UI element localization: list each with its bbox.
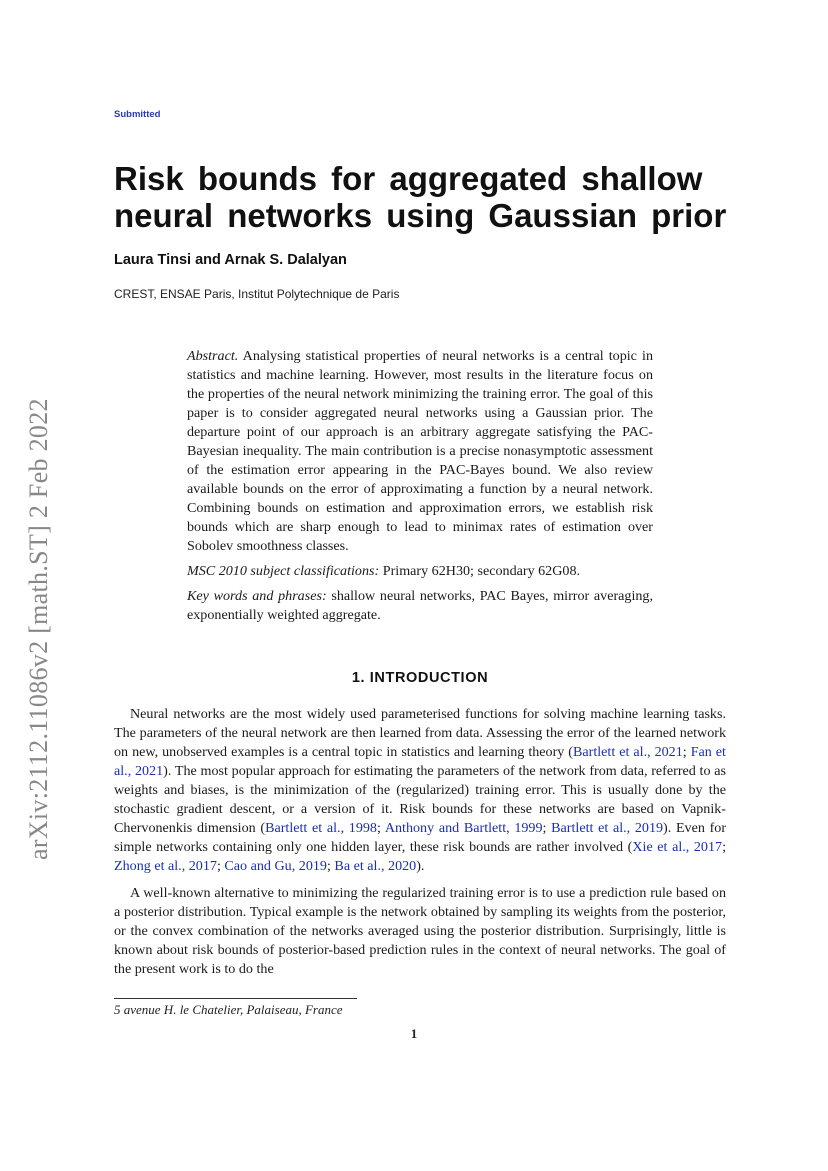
introduction-body [114,705,726,979]
intro-paragraph-1 [114,705,726,876]
text-run: ). [416,858,425,874]
footnote: 5 avenue H. le Chatelier, Palaiseau, France [114,1002,343,1017]
arxiv-identifier: arXiv:2112.11086v2 [math.ST] 2 Feb 2022 [24,398,53,860]
submission-status: Submitted [114,109,161,120]
abstract-text: Analysing statistical properties of neural networks is a central topic in statistics and machine learning. However, most results in the literature focus on the properties of the neural network minimizing the training error. The goal of this paper is to consider aggregated neural networks using a Gaussian prior. The departure point of our approach is an arbitrary aggregate satisfying the PAC-Bayesian inequality. The main contribution is a precise nonasymptotic assessment of the estimation error appearing in the PAC-Bayes bound. We also review available bounds on the error of approximating a function by a neural network. Combining bounds on estimation and approximation errors, we establish risk bounds which are sharp enough to lead to minimax rates of estimation over Sobolev smoothness classes. [187,348,654,554]
msc-label: MSC 2010 subject classifications: [187,563,380,579]
paper-title [114,160,754,234]
citation-link[interactable]: Bartlett et al., 2021 [573,744,683,760]
text-run: ; [216,858,225,874]
keywords-label: Key words and phrases: [187,588,327,604]
abstract-body [187,347,653,556]
title-line-1: Risk bounds for aggregated shallow [114,160,703,197]
abstract [187,347,653,625]
citation-link[interactable]: Xie et al., 2017 [632,839,723,855]
msc-classification [187,562,653,581]
text-run: ). The most popular approach for estimating the parameters of the network from data, referred to as weights and biases, is the minimization of the (regularized) training error. This is usually done by the stochastic gradient descent, or a version of it. Risk bounds for these networks are based on Vapnik-Chervonenkis dimension ( [114,763,726,836]
citation-link[interactable]: Zhong et al., 2017 [114,858,217,874]
text-run: ). Even for simple networks containing only one hidden layer, these risk bounds are rather involved ( [114,820,727,855]
section-heading: 1. INTRODUCTION [351,670,489,686]
keywords-text: shallow neural networks, PAC Bayes, mirror averaging, exponentially weighted aggregate. [187,588,653,623]
abstract-label: Abstract. [187,348,239,364]
text-run: ; [326,858,335,874]
footnote-divider [114,998,357,999]
authors: Laura Tinsi and Arnak S. Dalalyan [114,252,347,268]
citation-link[interactable]: Ba et al., 2020 [334,858,417,874]
affiliation: CREST, ENSAE Paris, Institut Polytechnique de Paris [114,287,400,301]
text-run: ; [722,839,726,855]
msc-text: Primary 62H30; secondary 62G08. [382,563,581,579]
citation-link[interactable]: Anthony and Bartlett, 1999 [384,820,543,836]
page-number: 1 [410,1026,418,1041]
text-run: Neural networks are the most widely used parameterised functions for solving machine learning tasks. The parameters of the neural network are then learned from data. Assessing the error of the learned network on new, unobserved examples is a central topic in statistics and learning theory ( [114,706,726,760]
citation-link[interactable]: Bartlett et al., 1998 [265,820,377,836]
text-run: ; [682,744,691,760]
citation-link[interactable]: Bartlett et al., 2019 [551,820,664,836]
citation-link[interactable]: Cao and Gu, 2019 [224,858,327,874]
citation-link[interactable]: Fan et al., 2021 [114,744,726,779]
text-run: ; [542,820,552,836]
title-line-2: neural networks using Gaussian prior [114,197,727,234]
keywords [187,587,653,625]
intro-paragraph-2: A well-known alternative to minimizing the regularized training error is to use a prediction rule based on a posterior distribution. Typical example is the network obtained by sampling its weights from the posterior, or the convex combination of the networks averaged using the posterior distribution. Surprisingly, little is known about risk bounds of posterior-based prediction rules in the context of neural networks. The goal of the present work is to do the [114,885,726,977]
text-run: ; [376,820,385,836]
